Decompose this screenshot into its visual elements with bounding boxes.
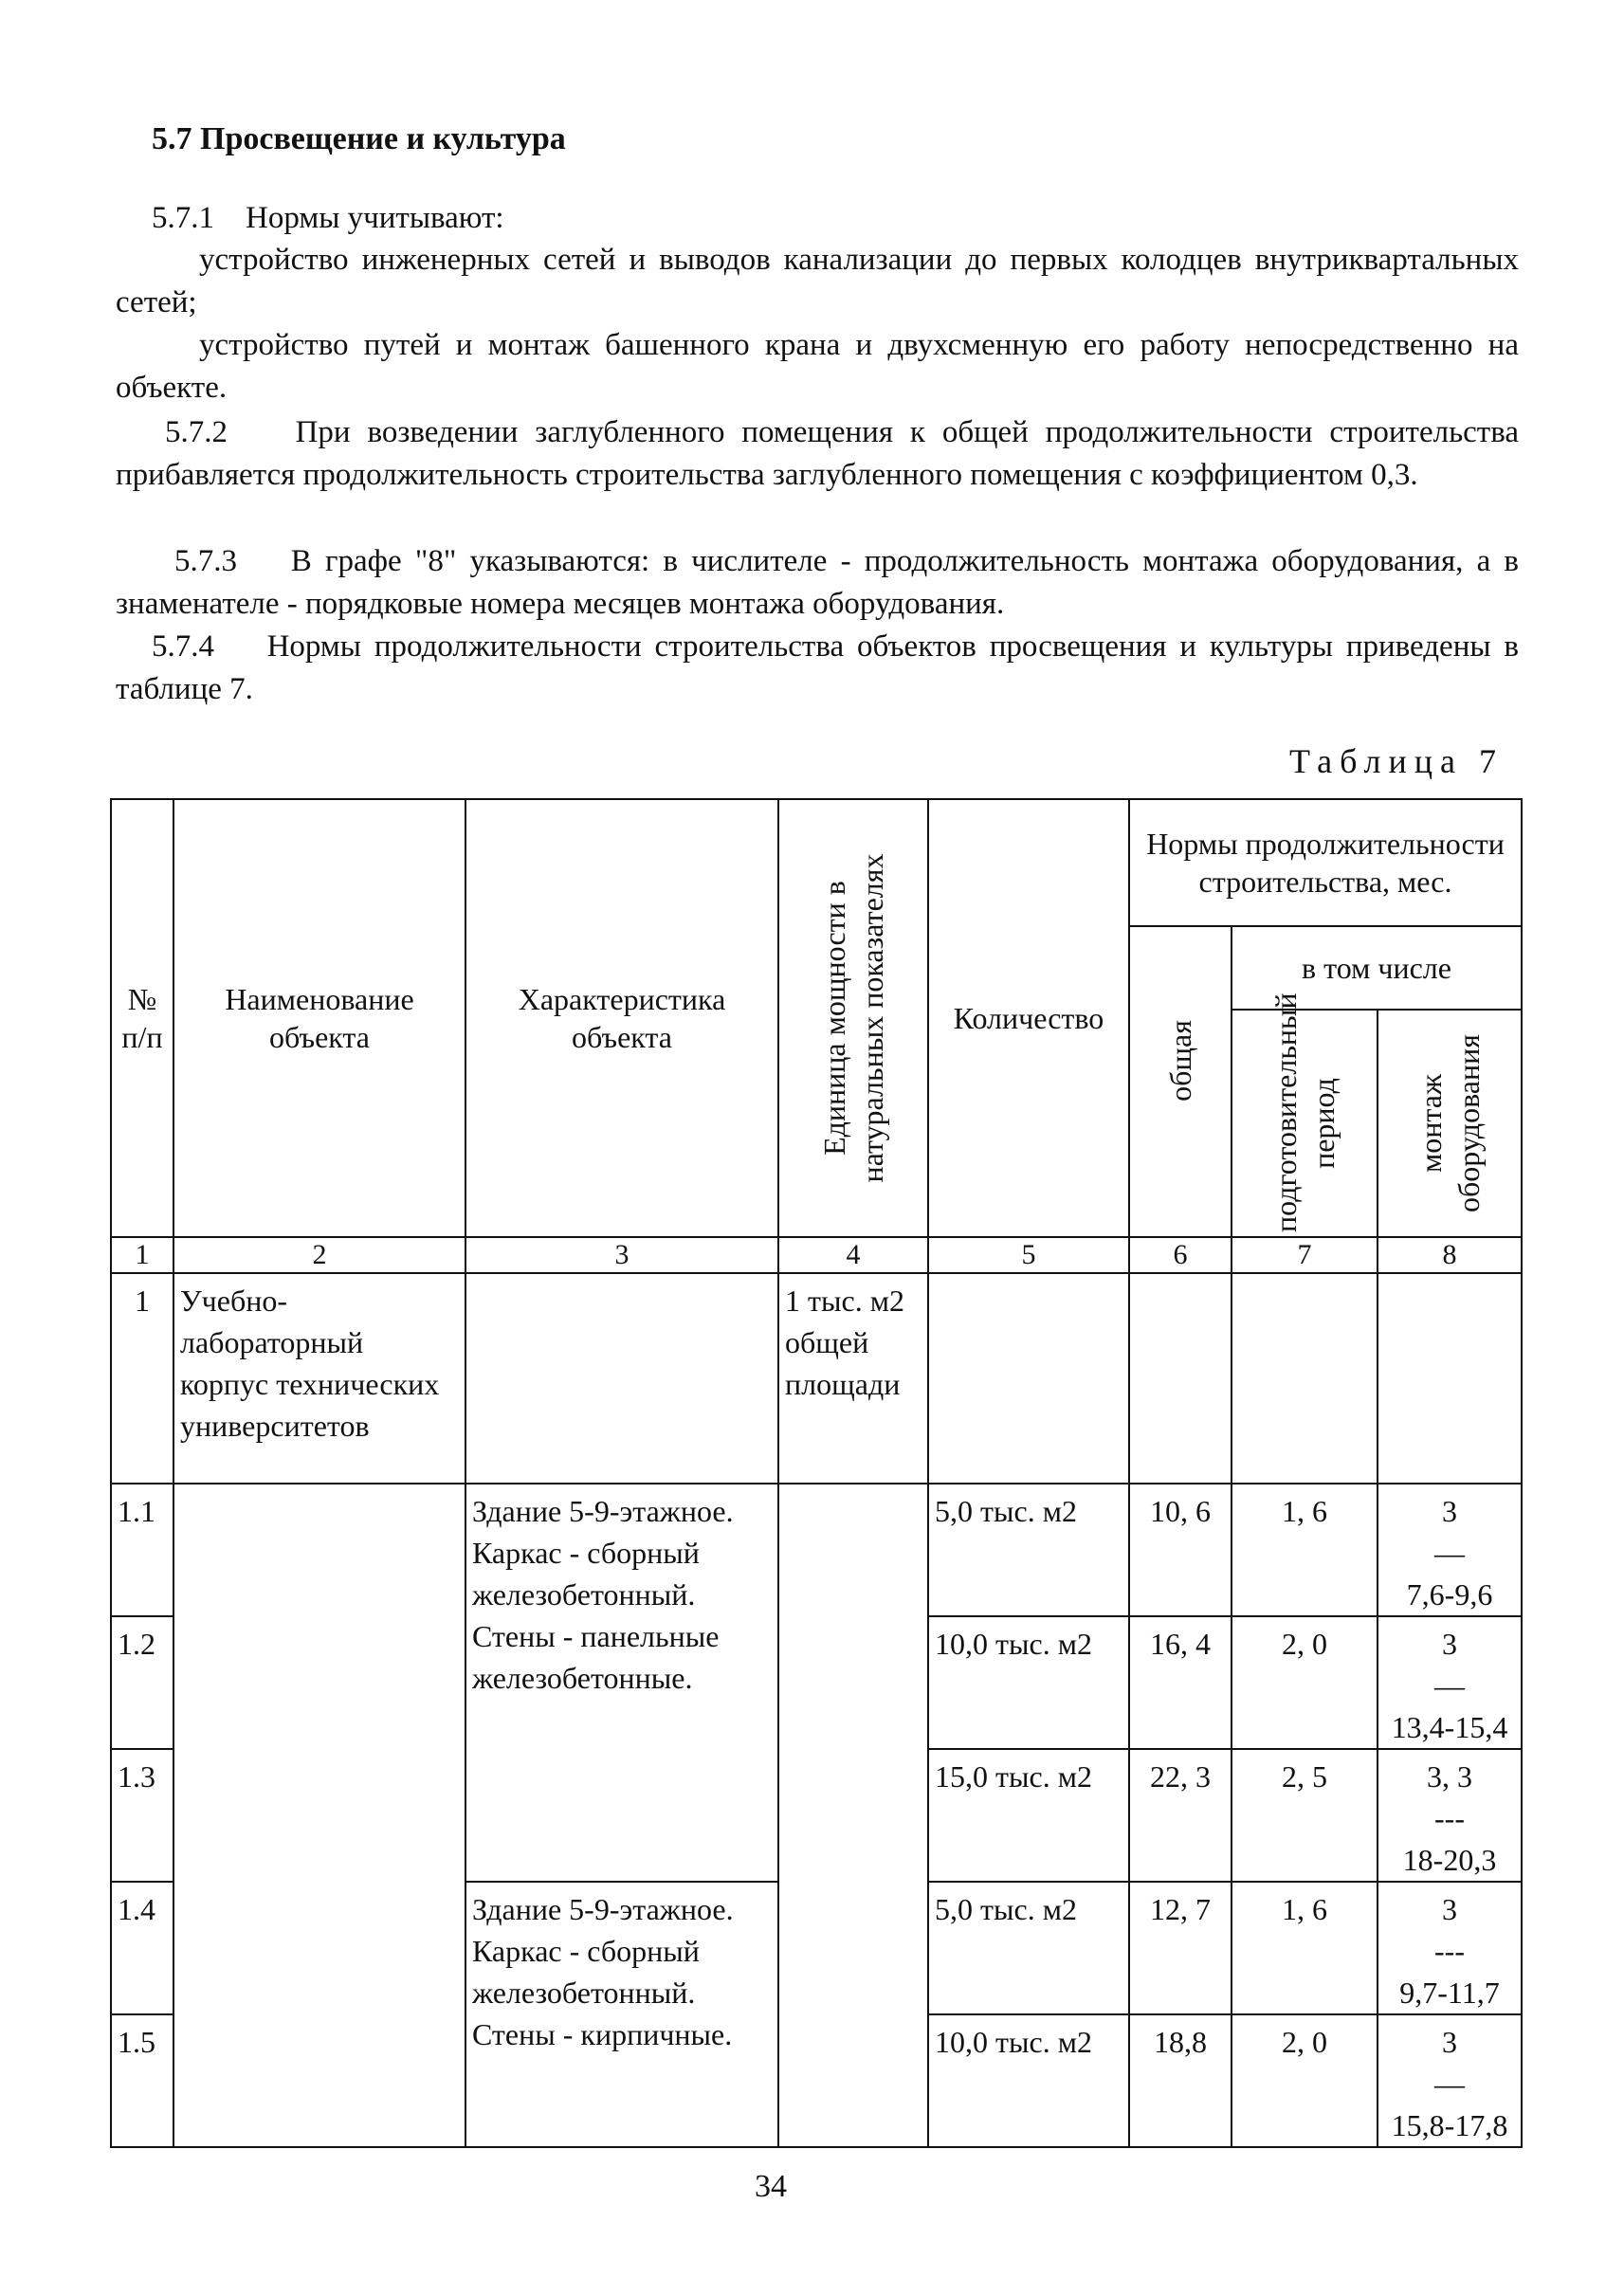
group-number: 1 <box>111 1273 173 1484</box>
row-prep: 2, 0 <box>1232 1616 1378 1749</box>
header-total: общая <box>1163 1020 1197 1102</box>
header-object-characteristic: Характеристика объекта <box>465 799 778 1237</box>
merged-name-cell <box>173 1484 465 2147</box>
row-total: 18,8 <box>1129 2014 1232 2147</box>
row-total: 16, 4 <box>1129 1616 1232 1749</box>
header-norms: Нормы продолжительности строительства, мес. <box>1129 799 1522 926</box>
col-number: 8 <box>1378 1237 1522 1273</box>
mount-denominator: 7,6-9,6 <box>1406 1577 1493 1612</box>
group-total <box>1129 1273 1232 1484</box>
header-quantity: Количество <box>928 799 1129 1237</box>
row-mount <box>1378 1749 1522 1882</box>
table-caption: Таблица 7 <box>1289 742 1504 780</box>
paragraph-item-crane <box>116 324 1519 410</box>
mount-divider: — <box>1434 1536 1465 1570</box>
group-name: Учебно-лабораторный корпус технических университетов <box>173 1273 465 1484</box>
col-number: 6 <box>1129 1237 1232 1273</box>
group-unit: 1 тыс. м2 общей площади <box>778 1273 928 1484</box>
paragraph-5-7-3 <box>116 540 1519 626</box>
row-number: 1.1 <box>111 1484 173 1616</box>
row-number: 1.5 <box>111 2014 173 2147</box>
group-quantity <box>928 1273 1129 1484</box>
row-prep: 2, 5 <box>1232 1749 1378 1882</box>
table-row <box>111 1484 1522 1616</box>
paragraph-item-networks <box>116 239 1519 324</box>
row-characteristic-b: Здание 5-9-этажное. Каркас - сборный железобетонный. Стены - кирпичные. <box>465 1882 778 2147</box>
merged-unit-cell <box>778 1484 928 2147</box>
mount-denominator: 18-20,3 <box>1402 1843 1497 1877</box>
mount-numerator: 3, 3 <box>1427 1759 1472 1794</box>
paragraph-text: В графе "8" указываются: в числителе - продолжительность монтажа оборудования, а в знаменателе - порядковые номера месяцев монтажа оборудования. <box>116 544 1519 621</box>
mount-denominator: 13,4-15,4 <box>1391 1710 1508 1744</box>
mount-divider: --- <box>1434 1801 1465 1835</box>
mount-numerator: 3 <box>1442 1494 1457 1528</box>
row-total: 22, 3 <box>1129 1749 1232 1882</box>
header-mount: монтаж оборудования <box>1414 1034 1486 1212</box>
mount-denominator: 9,7-11,7 <box>1399 1976 1500 2010</box>
mount-divider: — <box>1434 1668 1465 1703</box>
header-unit-cell <box>778 799 928 1237</box>
paragraph-number: 5.7.1 <box>152 201 214 235</box>
row-quantity: 5,0 тыс. м2 <box>928 1882 1129 2014</box>
table-row-group <box>111 1273 1522 1484</box>
column-numbers-row <box>111 1237 1522 1273</box>
row-number: 1.3 <box>111 1749 173 1882</box>
section-title: 5.7 Просвещение и культура <box>152 121 566 156</box>
row-quantity: 10,0 тыс. м2 <box>928 1616 1129 1749</box>
col-number: 5 <box>928 1237 1129 1273</box>
paragraph-text: устройство инженерных сетей и выводов канализации до первых колодцев внутриквартальных сетей; <box>116 243 1519 319</box>
paragraph-number: 5.7.2 <box>165 415 228 449</box>
mount-divider: --- <box>1434 1934 1465 1968</box>
mount-numerator: 3 <box>1442 1892 1457 1926</box>
col-number: 4 <box>778 1237 928 1273</box>
row-mount <box>1378 1484 1522 1616</box>
header-number: № п/п <box>111 799 173 1237</box>
paragraph-number: 5.7.3 <box>174 544 237 578</box>
header-prep: подготовительный период <box>1268 993 1341 1232</box>
col-number: 7 <box>1232 1237 1378 1273</box>
mount-divider: — <box>1434 2067 1465 2101</box>
paragraph-text: устройство путей и монтаж башенного крана и двухсменную его работу непосредственно на объекте. <box>116 328 1519 405</box>
paragraph-5-7-4 <box>116 626 1519 711</box>
col-number: 2 <box>173 1237 465 1273</box>
group-mount <box>1378 1273 1522 1484</box>
row-prep: 1, 6 <box>1232 1882 1378 2014</box>
paragraph-text: Нормы учитывают: <box>246 201 504 235</box>
row-number: 1.4 <box>111 1882 173 2014</box>
paragraph-number: 5.7.4 <box>152 629 214 664</box>
col-number: 3 <box>465 1237 778 1273</box>
row-quantity: 5,0 тыс. м2 <box>928 1484 1129 1616</box>
mount-denominator: 15,8-17,8 <box>1391 2108 1508 2142</box>
row-prep: 2, 0 <box>1232 2014 1378 2147</box>
header-prep-cell <box>1232 993 1378 1237</box>
row-mount <box>1378 2014 1522 2147</box>
paragraph-text: Нормы продолжительности строительства объектов просвещения и культуры приведены в таблице 7. <box>116 629 1519 706</box>
group-characteristic <box>465 1273 778 1484</box>
header-including: в том числе <box>1232 926 1522 1010</box>
header-mount-cell <box>1378 1010 1522 1237</box>
row-characteristic-a: Здание 5-9-этажное. Каркас - сборный железобетонный. Стены - панельные железобетонные. <box>465 1484 778 1882</box>
row-quantity: 15,0 тыс. м2 <box>928 1749 1129 1882</box>
duration-norms-table <box>110 798 1523 2148</box>
col-number: 1 <box>111 1237 173 1273</box>
paragraph-5-7-1 <box>152 197 1517 240</box>
paragraph-text: При возведении заглубленного помещения к общей продолжительности строительства прибавляется продолжительность строительства заглубленного помещения с коэффициентом 0,3. <box>116 415 1519 492</box>
group-prep <box>1232 1273 1378 1484</box>
row-number: 1.2 <box>111 1616 173 1749</box>
row-total: 10, 6 <box>1129 1484 1232 1616</box>
row-total: 12, 7 <box>1129 1882 1232 2014</box>
row-quantity: 10,0 тыс. м2 <box>928 2014 1129 2147</box>
page-number: 34 <box>755 2169 787 2204</box>
mount-numerator: 3 <box>1442 1627 1457 1661</box>
header-object-name: Наименование объекта <box>173 799 465 1237</box>
header-unit: Единица мощности в натуральных показателях <box>817 853 889 1183</box>
row-prep: 1, 6 <box>1232 1484 1378 1616</box>
row-mount <box>1378 1882 1522 2014</box>
row-mount <box>1378 1616 1522 1749</box>
mount-numerator: 3 <box>1442 2025 1457 2059</box>
header-total-cell <box>1129 926 1232 1237</box>
paragraph-5-7-2 <box>116 411 1519 497</box>
